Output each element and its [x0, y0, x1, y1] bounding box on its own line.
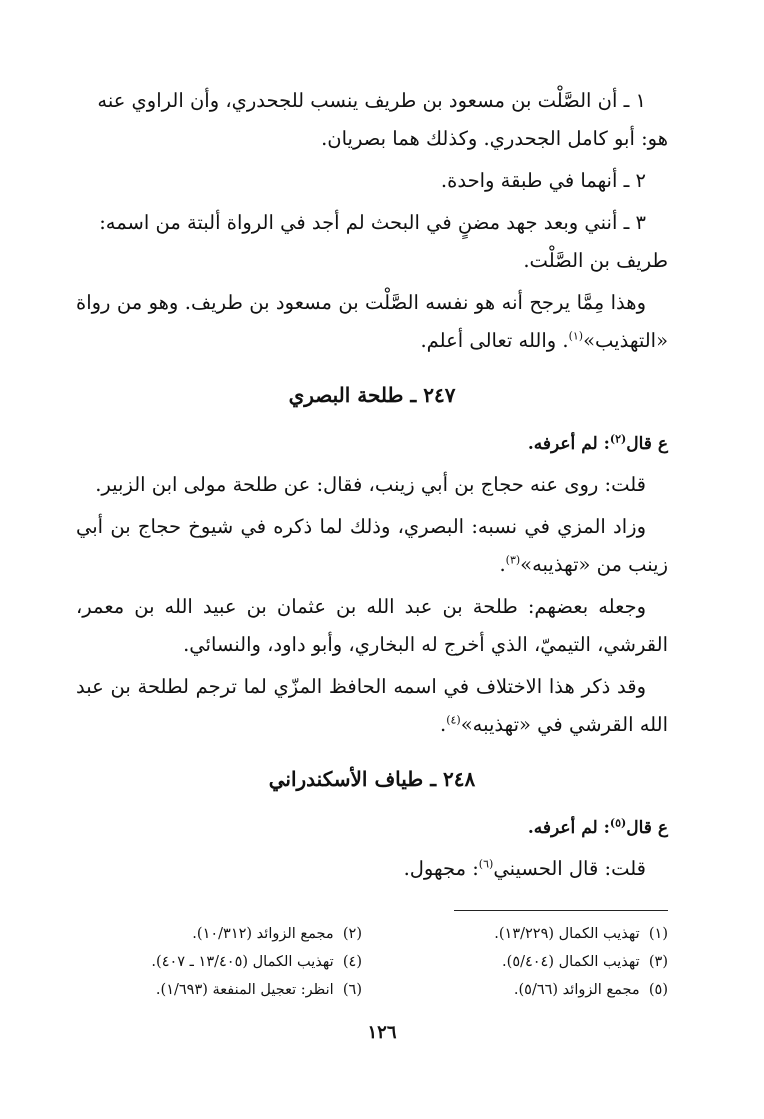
- entry-248-verdict-label: قال: [626, 818, 652, 838]
- footnote-2: [76, 921, 362, 947]
- footnote-number: (٦): [342, 982, 362, 998]
- paragraph-point-1-line-1: ١ ـ أن الصَّلْت بن مسعود بن طريف ينسب للجحدري، وأن الراوي عنه: [97, 89, 646, 112]
- footnote-number: (٣): [648, 954, 668, 970]
- footnote-1: [382, 921, 668, 947]
- paragraph-tayyaf-status-text: قلت: قال الحسيني: [493, 857, 646, 880]
- footnote-divider: [454, 910, 668, 911]
- footnote-4: [76, 949, 362, 975]
- entry-248-rumuz-mark: ع: [657, 818, 668, 838]
- paragraph-point-3-line-2: طريف بن الصَّلْت.: [523, 249, 668, 272]
- footnote-text: تهذيب الكمال (٥/٤٠٤).: [502, 954, 640, 970]
- footnote-number: (٤): [342, 954, 362, 970]
- footnote-ref-3[interactable]: (٣): [505, 553, 521, 567]
- entry-247-verdict-label: قال: [626, 434, 652, 454]
- entry-247-verdict: [76, 428, 668, 460]
- paragraph-tayyaf-status: [76, 850, 668, 888]
- paragraph-talha-nisba-text: وزاد المزي في نسبه: البصري، وذلك لما ذكره في شيوخ حجاج بن أبي زينب من «تهذيبه»: [76, 515, 668, 576]
- entry-247-rumuz-mark: ع: [657, 434, 668, 454]
- paragraph-talha-disagreement: [76, 668, 668, 744]
- paragraph-conclusion-text: وهذا مِمَّا يرجح أنه هو نفسه الصَّلْت بن مسعود بن طريف. وهو من رواة «التهذيب»: [76, 291, 668, 352]
- paragraph-point-3: [76, 204, 668, 280]
- footnote-number: (٥): [648, 982, 668, 998]
- paragraph-talha-disagreement-text: وقد ذكر هذا الاختلاف في اسمه الحافظ المزّي لما ترجم لطلحة بن عبد الله القرشي في «تهذيبه»: [76, 675, 668, 736]
- footnote-ref-2[interactable]: (٢): [609, 432, 627, 446]
- paragraph-tayyaf-status-end: : مجهول.: [403, 857, 479, 880]
- paragraph-talha-narrator: قلت: روى عنه حجاج بن أبي زينب، فقال: عن طلحة مولى ابن الزبير.: [95, 473, 646, 496]
- footnote-number: (٢): [342, 926, 362, 942]
- entry-heading-248: ٢٤٨ ـ طياف الأسكندراني: [268, 767, 476, 791]
- paragraph-talha-identity: وجعله بعضهم: طلحة بن عبد الله بن عثمان بن عبيد الله بن معمر، القرشي، التيميّ، الذي أخرج له البخاري، وأبو داود، والنسائي.: [76, 595, 668, 656]
- footnote-text: انظر: تعجيل المنفعة (١/٦٩٣).: [155, 982, 334, 998]
- footnote-6: [76, 977, 362, 1003]
- footnote-ref-5[interactable]: (٥): [609, 816, 627, 830]
- paragraph-point-1: [76, 82, 668, 158]
- paragraph-point-3-line-1: ٣ ـ أنني وبعد جهد مضنٍ في البحث لم أجد في الرواة ألبتة من اسمه:: [99, 211, 646, 234]
- paragraph-conclusion: [76, 284, 668, 360]
- paragraph-point-2: ٢ ـ أنهما في طبقة واحدة.: [440, 169, 646, 192]
- paragraph-talha-nisba-end: .: [499, 553, 506, 576]
- footnote-text: مجمع الزوائد (١٠/٣١٢).: [192, 926, 334, 942]
- entry-heading-247: ٢٤٧ ـ طلحة البصري: [288, 383, 456, 407]
- paragraph-conclusion-end: . والله تعالى أعلم.: [420, 329, 569, 352]
- footnote-text: تهذيب الكمال (١٣/٤٠٥ ـ ٤٠٧).: [151, 954, 334, 970]
- footnote-text: تهذيب الكمال (١٣/٢٢٩).: [494, 926, 640, 942]
- footnote-ref-6[interactable]: (٦): [478, 857, 494, 871]
- paragraph-talha-nisba: [76, 508, 668, 584]
- footnote-ref-4[interactable]: (٤): [446, 713, 461, 727]
- footnote-text: مجمع الزوائد (٥/٦٦).: [513, 982, 640, 998]
- paragraph-point-1-line-2: هو: أبو كامل الجحدري. وكذلك هما بصريان.: [321, 127, 668, 150]
- footnote-ref-1[interactable]: (١): [568, 329, 584, 343]
- footnote-5: [382, 977, 668, 1003]
- footnote-3: [382, 949, 668, 975]
- paragraph-talha-disagreement-end: .: [439, 713, 447, 736]
- entry-248-verdict-text: : لم أعرفه.: [527, 818, 610, 838]
- page-body: [76, 82, 668, 1003]
- footnotes: [76, 921, 668, 1003]
- footnote-number: (١): [648, 926, 668, 942]
- entry-247-verdict-text: : لم أعرفه.: [527, 434, 610, 454]
- entry-248-verdict: [76, 812, 668, 844]
- page-number: ١٢٦: [367, 1022, 397, 1043]
